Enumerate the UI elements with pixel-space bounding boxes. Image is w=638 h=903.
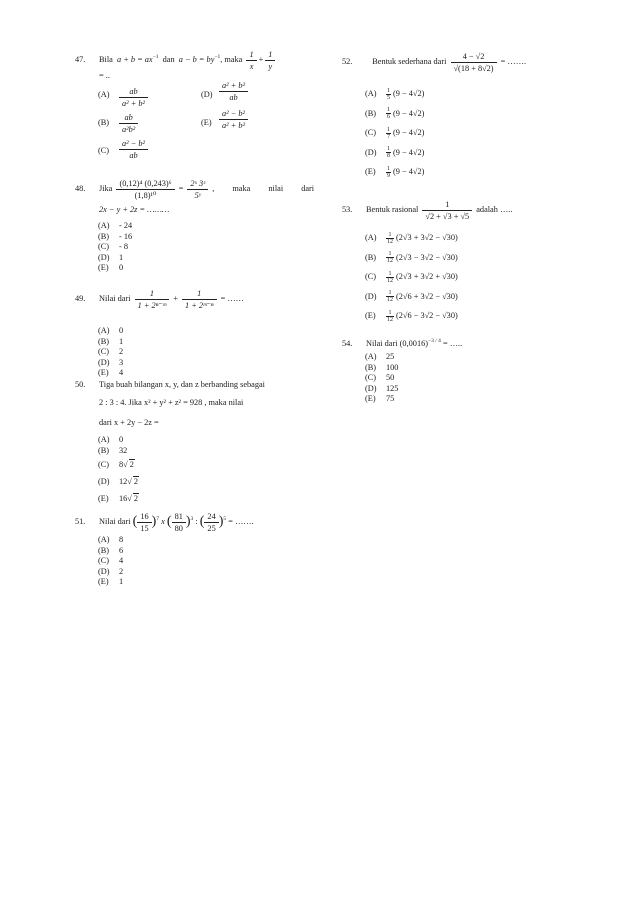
equation-2: a − b = by	[178, 55, 215, 64]
question-number: 53.	[342, 205, 353, 214]
option-b[interactable]: (B) $\frac{1}{12}$ (2√3 − 3√2 − √30)	[365, 251, 458, 265]
base-value: (0,0016)	[399, 339, 428, 348]
option-d[interactable]: (D) $\frac{1}{12}$ (2√6 + 3√2 − √30)	[365, 290, 458, 304]
question-expression: 2x − y + 2z = ………	[99, 205, 170, 214]
question-stem: Nilai dari	[99, 517, 131, 526]
options-list	[342, 228, 587, 326]
question-stem: Jika	[99, 184, 113, 193]
option-d[interactable]: (D) 125	[365, 383, 399, 393]
question-stem: Bentuk sederhana dari	[372, 57, 447, 66]
option-b-value: $\frac{ab}{\text{a²b²}}$	[119, 112, 138, 135]
times-sign: x	[161, 517, 165, 526]
question-stem: Bentuk rasional	[366, 205, 419, 214]
question-number: 52.	[342, 57, 353, 66]
question-number: 47.	[75, 55, 86, 64]
option-d[interactable]: (D)	[201, 90, 213, 99]
options-list	[75, 435, 320, 507]
options-list	[342, 84, 587, 182]
exponent: −3 / 4	[428, 338, 441, 344]
option-e-value: $\frac{\text{a² − b²}}{\text{a² + b²}}$	[219, 108, 248, 131]
question-number: 50.	[75, 380, 86, 389]
option-c[interactable]: (C) 2	[98, 347, 124, 356]
question-stem: Nilai dari	[366, 339, 398, 348]
question-tail: = …..	[442, 339, 463, 348]
options-list	[75, 326, 320, 379]
option-c[interactable]: (C)	[98, 146, 110, 155]
option-c-value: $\frac{\text{a² − b²}}{ab}$	[119, 138, 148, 161]
option-e[interactable]: (E) 0	[98, 263, 124, 272]
question-tail: = ……	[220, 294, 244, 303]
option-b[interactable]: (B)	[98, 118, 110, 127]
option-d[interactable]: (D) 3	[98, 357, 124, 367]
right-fraction: $\frac{\text{2ˣ 3ᶻ}}{\text{5ʸ}}$	[187, 178, 208, 201]
question-line-3: dari x + 2y − 2z =	[99, 418, 159, 427]
divide-sign: :	[195, 517, 198, 526]
fraction-2: $\frac{1}{\text{1 + 2ᵐ⁻ⁿ}}$	[182, 288, 217, 311]
question-tail: = ..	[99, 71, 110, 80]
question-number: 51.	[75, 517, 86, 526]
question-53	[342, 196, 587, 326]
fraction-b: $\frac{81}{80}$	[172, 511, 186, 534]
option-a[interactable]: (A) $\frac{1}{12}$ (2√3 + 3√2 − √30)	[365, 231, 458, 245]
option-c[interactable]: (C) 4	[98, 556, 124, 565]
question-line-1: Tiga buah bilangan x, y, dan z berbanding sebagai	[99, 380, 265, 389]
option-b[interactable]: (B) 32	[98, 445, 128, 455]
option-b[interactable]: (B) 1	[98, 336, 124, 346]
option-e[interactable]: (E)	[201, 118, 212, 127]
question-number: 48.	[75, 184, 86, 193]
question-stem: Bila	[99, 55, 113, 64]
question-52	[342, 46, 587, 182]
option-e[interactable]: (E) $\frac{1}{9}$ (9 − 4√2)	[365, 165, 425, 179]
question-tail: = …….	[500, 57, 527, 66]
question-tail: adalah …..	[476, 205, 513, 214]
fraction-1-over-x: $\frac{1}{x}$	[246, 49, 256, 72]
option-d[interactable]: (D) 2	[98, 566, 124, 576]
option-c[interactable]: (C) $\frac{1}{7}$ (9 − 4√2)	[365, 126, 425, 140]
option-a[interactable]: (A) 0	[98, 435, 124, 444]
option-c[interactable]: (C) 50	[365, 373, 395, 382]
main-fraction: $\frac{4 - √2}{√(18 + 8√2)}$	[451, 51, 497, 74]
option-a[interactable]: (A) 25	[365, 352, 395, 361]
option-a[interactable]: (A) - 24	[98, 221, 133, 230]
question-number: 54.	[342, 339, 353, 348]
option-d-value: $\frac{\text{a² + b²}}{ab}$	[219, 80, 248, 103]
option-a-value: $\frac{ab}{\text{a² + b²}}$	[119, 86, 148, 109]
question-49	[75, 286, 320, 379]
exponent: −1	[214, 54, 221, 60]
question-line-2: 2 : 3 : 4. Jika x² + y² + z² = 928 , maka nilai	[99, 398, 244, 407]
option-b[interactable]: (B) 100	[365, 362, 399, 372]
question-51: 51. Nilai dari ( $\frac{16}{15}$ )$^7$ x ( $\frac{81}{80}$ )$^3$ : ( $\frac{24}{25}$ )$^5$ = ……. (A) 8 (B) 6 (C) 4 (D) 2 (E) 1	[75, 506, 320, 588]
option-d[interactable]: (D) $\frac{1}{8}$ (9 − 4√2)	[365, 146, 425, 160]
exponent: 5	[223, 516, 227, 522]
question-tail: = …….	[228, 517, 254, 526]
option-a[interactable]: (A)	[98, 90, 110, 99]
options-list	[342, 352, 587, 405]
fraction-a: $\frac{16}{15}$	[137, 511, 151, 534]
option-b[interactable]: (B) $\frac{1}{6}$ (9 − 4√2)	[365, 107, 425, 121]
option-e[interactable]: (E) 1	[98, 577, 124, 586]
question-48: 48. Jika $\frac{\text{(0,12)⁴ (0,243)⁶}}{\text{(1,8)¹⁰}}$ = $\frac{\text{2ˣ 3ᶻ}}{\text{5ʸ}}$ , maka nilai dari 2x − y + 2z = ……… (A) - 24 (B) - 16 (C) - 8 (D) 1 (E) 0	[75, 176, 320, 274]
fraction-1-over-y: $\frac{1}{y}$	[265, 49, 275, 72]
exponent: −1	[152, 54, 159, 60]
options-grid	[75, 81, 320, 168]
option-d[interactable]: (D) 12√ 2	[98, 477, 139, 486]
option-a[interactable]: (A) 8	[98, 535, 124, 544]
equation-1: a + b = ax	[116, 55, 153, 64]
question-54	[342, 330, 587, 405]
connector: , maka	[220, 55, 243, 64]
question-47: 47. Bila $a + b = ax^{-1}$ dan $a - b = by^{-1}$, maka $\frac{1}{x}$ + $\frac{1}{y}$ = .. (A) $\frac{ab}{\text{a² + b²}}$ (D) $\frac{\text{a² + b²}}{ab}$ (B) $\frac{ab}{\text{a²b²}}$ (E) $\frac{\text{a² − b²}}{\text{a² + b²}}$ (C) $\frac{\text{a² − b²}}{ab}$	[75, 46, 320, 168]
conjunction: dan	[162, 55, 175, 64]
option-e[interactable]: (E) $\frac{1}{12}$ (2√6 − 3√2 − √30)	[365, 309, 458, 323]
question-number: 49.	[75, 294, 86, 303]
main-fraction: $\frac{1}{√2 + √3 + √5}$	[422, 199, 472, 222]
fraction-1: $\frac{1}{\text{1 + 2ⁿ⁻ᵐ}}$	[135, 288, 170, 311]
question-50	[75, 377, 320, 507]
fraction-c: $\frac{24}{25}$	[204, 511, 218, 534]
option-c[interactable]: (C) $\frac{1}{12}$ (2√3 + 3√2 + √30)	[365, 270, 458, 284]
options-list	[75, 221, 320, 274]
option-c[interactable]: (C) - 8	[98, 242, 128, 251]
option-b[interactable]: (B) 6	[98, 545, 124, 555]
option-a[interactable]: (A) $\frac{1}{5}$ (9 − 4√2)	[365, 87, 425, 101]
left-fraction: $\frac{\text{(0,12)⁴ (0,243)⁶}}{\text{(1,8)¹⁰}}$	[116, 178, 174, 201]
question-stem: Nilai dari	[99, 294, 131, 303]
question-tail: , maka nilai dari	[212, 184, 315, 193]
option-e[interactable]: (E) 75	[365, 394, 395, 403]
option-c[interactable]: (C) 8√ 2	[98, 460, 134, 469]
plus-sign: +	[173, 294, 178, 303]
exponent: 3	[190, 516, 194, 522]
option-b[interactable]: (B) - 16	[98, 231, 133, 241]
option-e[interactable]: (E) 16√ 2	[98, 494, 139, 503]
options-list	[75, 535, 320, 588]
option-d[interactable]: (D) 1	[98, 252, 124, 262]
option-e[interactable]: (E) 4	[98, 368, 124, 377]
option-a[interactable]: (A) 0	[98, 326, 124, 335]
exponent: 7	[156, 516, 160, 522]
